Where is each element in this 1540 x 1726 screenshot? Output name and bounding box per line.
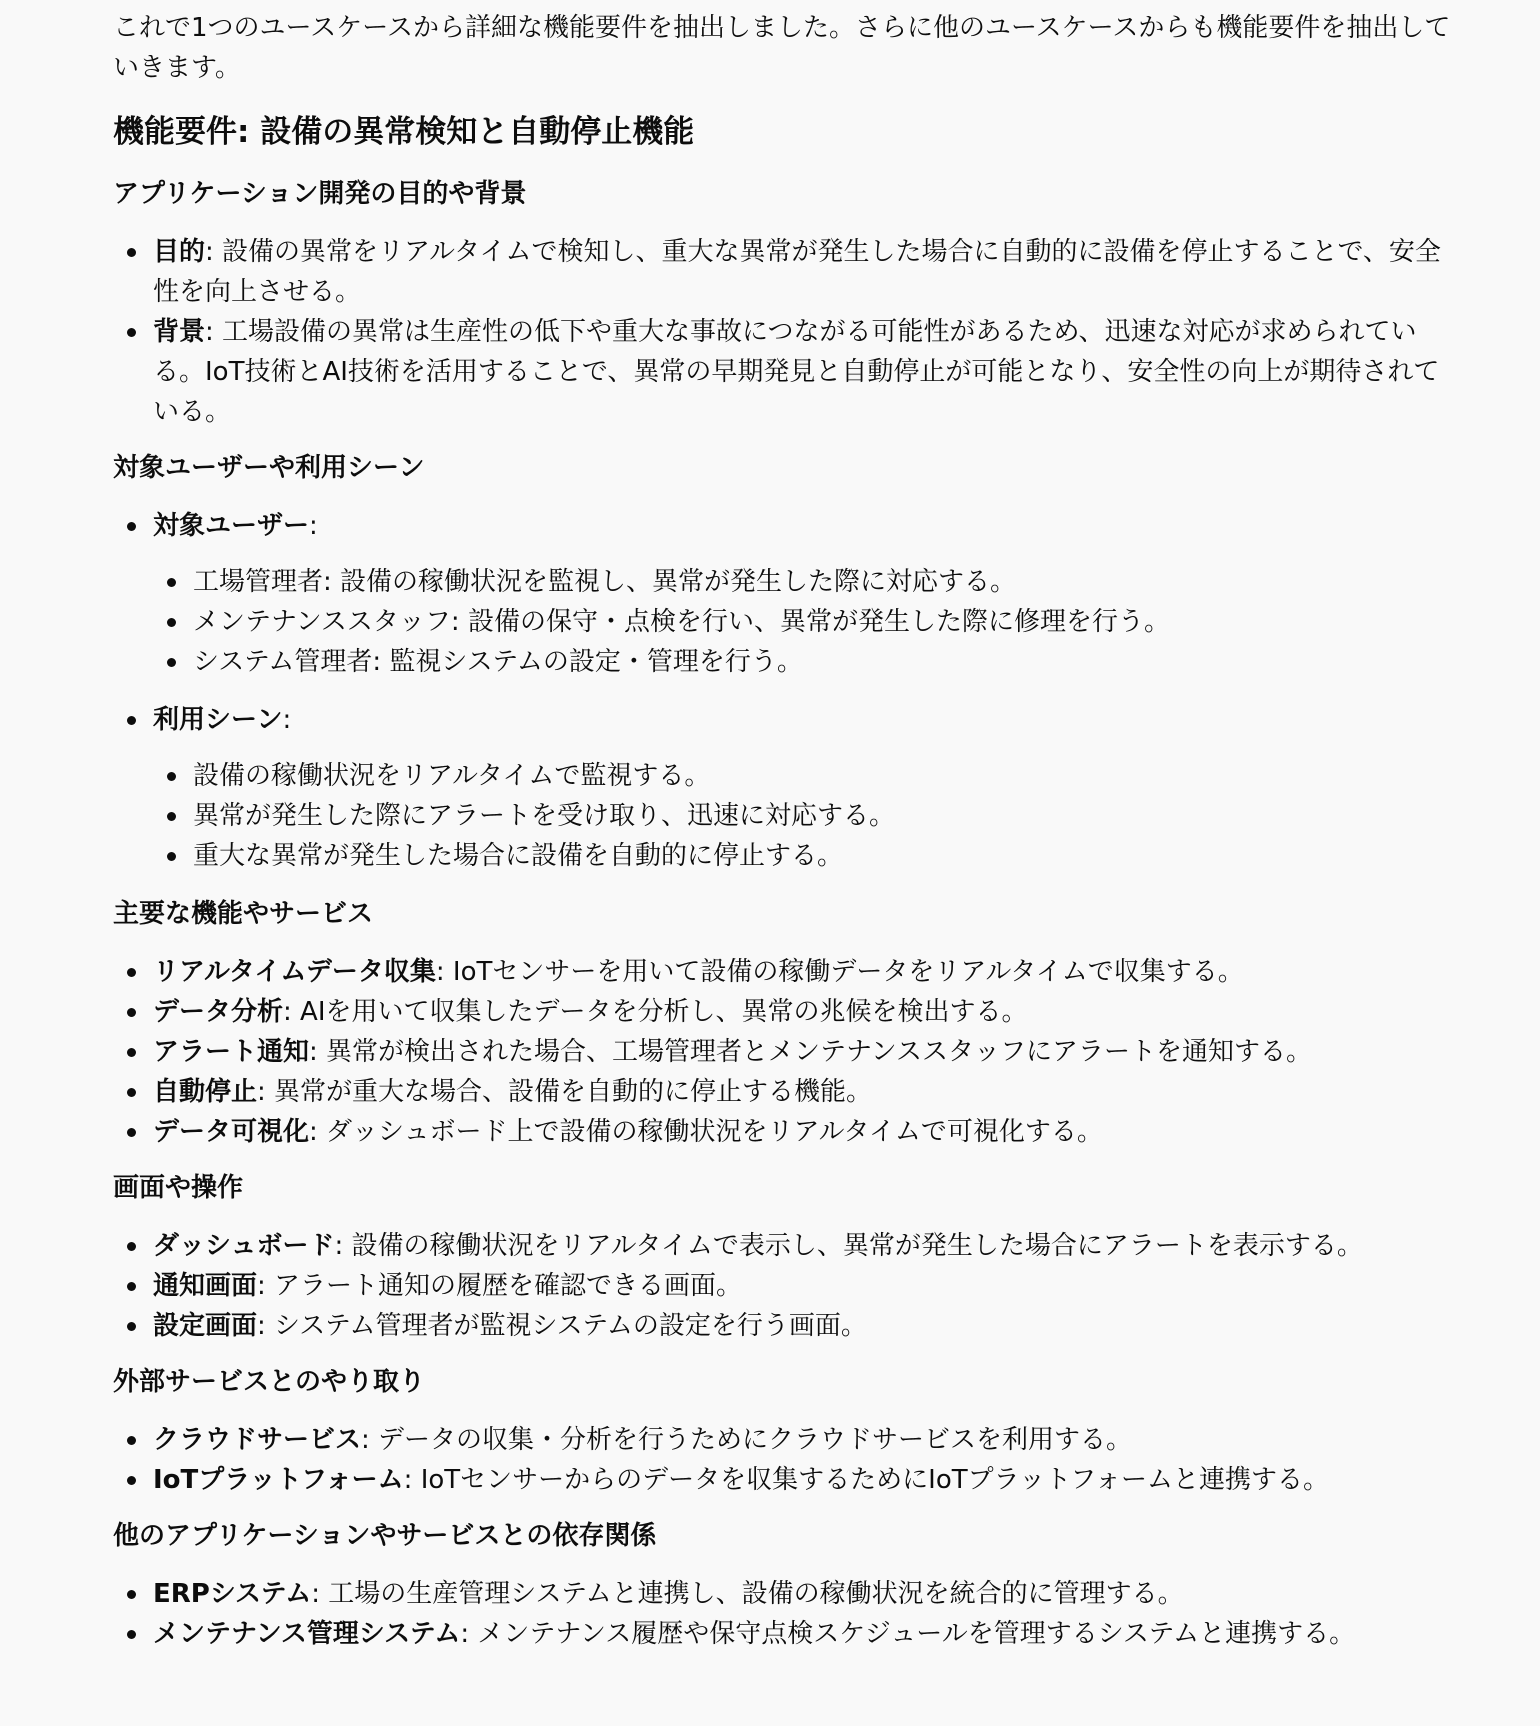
list-item (153, 1614, 1463, 1654)
item-term: 目的 (153, 237, 206, 267)
section-heading-external-services: 外部サービスとのやり取り (113, 1367, 426, 1397)
section-heading-purpose: アプリケーション開発の目的や背景 (113, 179, 527, 209)
item-term: アラート通知 (153, 1037, 310, 1067)
item-term: クラウドサービス (153, 1425, 362, 1455)
item-text: : (309, 511, 318, 541)
list-item (153, 506, 1463, 682)
purpose-list (113, 232, 1463, 432)
section-heading-screens: 画面や操作 (113, 1173, 244, 1203)
section-heading-users: 対象ユーザーや利用シーン (113, 453, 425, 483)
list-item (153, 1112, 1463, 1152)
item-text: : IoTセンサーを用いて設備の稼働データをリアルタイムで収集する。 (435, 957, 1244, 987)
sub-list-item: 設備の稼働状況をリアルタイムで監視する。 (193, 756, 1463, 796)
list-item (153, 1266, 1463, 1306)
item-text: : 設備の異常をリアルタイムで検知し、重大な異常が発生した場合に自動的に設備を停止することで、安全性を向上させる。 (153, 237, 1441, 307)
item-text: : IoTセンサーからのデータを収集するためにIoTプラットフォームと連携する。 (403, 1465, 1330, 1495)
item-term: 対象ユーザー (153, 511, 310, 541)
item-text: : ダッシュボード上で設備の稼働状況をリアルタイムで可視化する。 (309, 1117, 1103, 1147)
item-term: IoTプラットフォーム (153, 1465, 404, 1495)
list-item (153, 1574, 1463, 1614)
page-title: 機能要件: 設備の異常検知と自動停止機能 (113, 114, 695, 150)
item-text: : メンテナンス履歴や保守点検スケジュールを管理するシステムと連携する。 (460, 1619, 1356, 1649)
features-list (113, 952, 1463, 1152)
sub-list-item: メンテナンススタッフ: 設備の保守・点検を行い、異常が発生した際に修理を行う。 (193, 602, 1463, 642)
list-item (153, 232, 1463, 312)
list-item (153, 992, 1463, 1032)
list-item (153, 1306, 1463, 1346)
item-term: ERPシステム (153, 1579, 312, 1609)
section-heading-features: 主要な機能やサービス (113, 899, 374, 929)
item-text: : AIを用いて収集したデータを分析し、異常の兆候を検出する。 (283, 997, 1028, 1027)
item-term: メンテナンス管理システム (153, 1619, 461, 1649)
target-users-sublist (153, 562, 1463, 682)
list-item (153, 1072, 1463, 1112)
external-services-list (113, 1420, 1463, 1500)
item-term: データ分析 (153, 997, 284, 1027)
item-term: 自動停止 (153, 1077, 258, 1107)
item-term: 利用シーン (153, 705, 283, 735)
intro-paragraph: これで1つのユースケースから詳細な機能要件を抽出しました。さらに他のユースケースからも機能要件を抽出していきます。 (113, 13, 1451, 83)
item-term: 通知画面 (153, 1271, 258, 1301)
sub-list-item: システム管理者: 監視システムの設定・管理を行う。 (193, 642, 1463, 682)
list-item (153, 312, 1463, 432)
item-text: : 設備の稼働状況をリアルタイムで表示し、異常が発生した場合にアラートを表示する。 (334, 1231, 1363, 1261)
item-term: 背景 (153, 317, 206, 347)
list-item (153, 952, 1463, 992)
item-term: 設定画面 (153, 1311, 258, 1341)
item-term: ダッシュボード (153, 1231, 335, 1261)
section-heading-dependencies: 他のアプリケーションやサービスとの依存関係 (113, 1521, 657, 1551)
document-body (113, 8, 1463, 1668)
list-item (153, 1226, 1463, 1266)
item-text: : (282, 705, 292, 735)
list-item (153, 700, 1463, 876)
sub-list-item: 異常が発生した際にアラートを受け取り、迅速に対応する。 (193, 796, 1463, 836)
item-term: リアルタイムデータ収集 (153, 957, 436, 987)
list-item (153, 1460, 1463, 1500)
users-list (113, 506, 1463, 876)
item-text: : 異常が検出された場合、工場管理者とメンテナンススタッフにアラートを通知する。 (309, 1037, 1312, 1067)
item-text: : 工場設備の異常は生産性の低下や重大な事故につながる可能性があるため、迅速な対応が求められている。IoT技術とAI技術を活用することで、異常の早期発見と自動停止が可能となり、安全性の向上が期待されている。 (153, 317, 1440, 427)
item-text: : 工場の生産管理システムと連携し、設備の稼働状況を統合的に管理する。 (311, 1579, 1184, 1609)
sub-list-item: 工場管理者: 設備の稼働状況を監視し、異常が発生した際に対応する。 (193, 562, 1463, 602)
dependencies-list (113, 1574, 1463, 1654)
item-term: データ可視化 (153, 1117, 310, 1147)
list-item (153, 1032, 1463, 1072)
item-text: : 異常が重大な場合、設備を自動的に停止する機能。 (257, 1077, 873, 1107)
item-text: : データの収集・分析を行うためにクラウドサービスを利用する。 (361, 1425, 1133, 1455)
list-item (153, 1420, 1463, 1460)
item-text: : システム管理者が監視システムの設定を行う画面。 (257, 1311, 867, 1341)
screens-list (113, 1226, 1463, 1346)
usage-scenes-sublist (153, 756, 1463, 876)
sub-list-item: 重大な異常が発生した場合に設備を自動的に停止する。 (193, 836, 1463, 876)
item-text: : アラート通知の履歴を確認できる画面。 (257, 1271, 743, 1301)
